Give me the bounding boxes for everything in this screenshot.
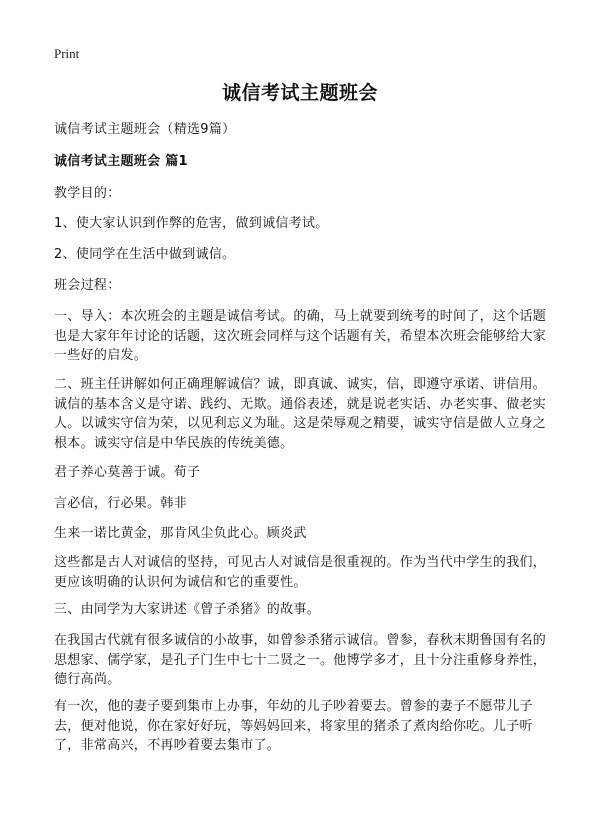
quote-guyanwu: 生来一诺比黄金，那肯风尘负此心。顾炎武 [54, 526, 307, 541]
subtitle: 诚信考试主题班会（精选9篇） [54, 122, 236, 137]
paragraph-explanation: 二、班主任讲解如何正确理解诚信？诚，即真诚、诚实，信，即遵守承诺、讲信用。诚信的基本含义是守诺、践约、无欺。通俗表述，就是说老实话、办老实事、做老实人。以诚实守信为荣，以见利忘义为耻。这是荣辱观之精要，诚实守信是做人立身之根本。诚实守信是中华民族的传统美德。 [54, 377, 547, 451]
paragraph-goal-1: 1、使大家认识到作弊的危害，做到诚信考试。 [54, 216, 329, 231]
paragraph-story-heading: 三、由同学为大家讲述《曾子杀猪》的故事。 [54, 602, 321, 617]
quote-xunzi: 君子养心莫善于诚。荀子 [54, 465, 201, 480]
quote-hanfei: 言必信，行必果。韩非 [54, 496, 188, 511]
print-link[interactable]: Print [54, 46, 80, 61]
section-heading: 诚信考试主题班会 篇1 [54, 154, 188, 169]
page-title: 诚信考试主题班会 [221, 82, 378, 104]
paragraph-story-intro: 在我国古代就有很多诚信的小故事，如曾参杀猪示诚信。曾参，春秋末期鲁国有名的思想家、儒学家，是孔子门生中七十二贤之一。他博学多才，且十分注重修身养性，德行高尚。 [54, 633, 547, 687]
paragraph-conclusion: 这些都是古人对诚信的坚持，可见古人对诚信是很重视的。作为当代中学生的我们，更应该明确的认识何为诚信和它的重要性。 [54, 555, 547, 590]
paragraph-teaching-goal: 教学目的： [54, 186, 121, 201]
paragraph-goal-2: 2、使同学在生活中做到诚信。 [54, 247, 236, 262]
paragraph-process: 班会过程： [54, 278, 121, 293]
paragraph-intro: 一、导入：本次班会的主题是诚信考试。的确，马上就要到统考的时间了，这个话题也是大家年年讨论的话题，这次班会同样与这个话题有关，希望本次班会能够给大家一些好的启发。 [54, 309, 547, 363]
paragraph-story-detail: 有一次，他的妻子要到集市上办事，年幼的儿子吵着要去。曾参的妻子不愿带儿子去，便对他说，你在家好好玩，等妈妈回来，将家里的猪杀了煮肉给你吃。儿子听了，非常高兴，不再吵着要去集市了。 [54, 699, 533, 753]
